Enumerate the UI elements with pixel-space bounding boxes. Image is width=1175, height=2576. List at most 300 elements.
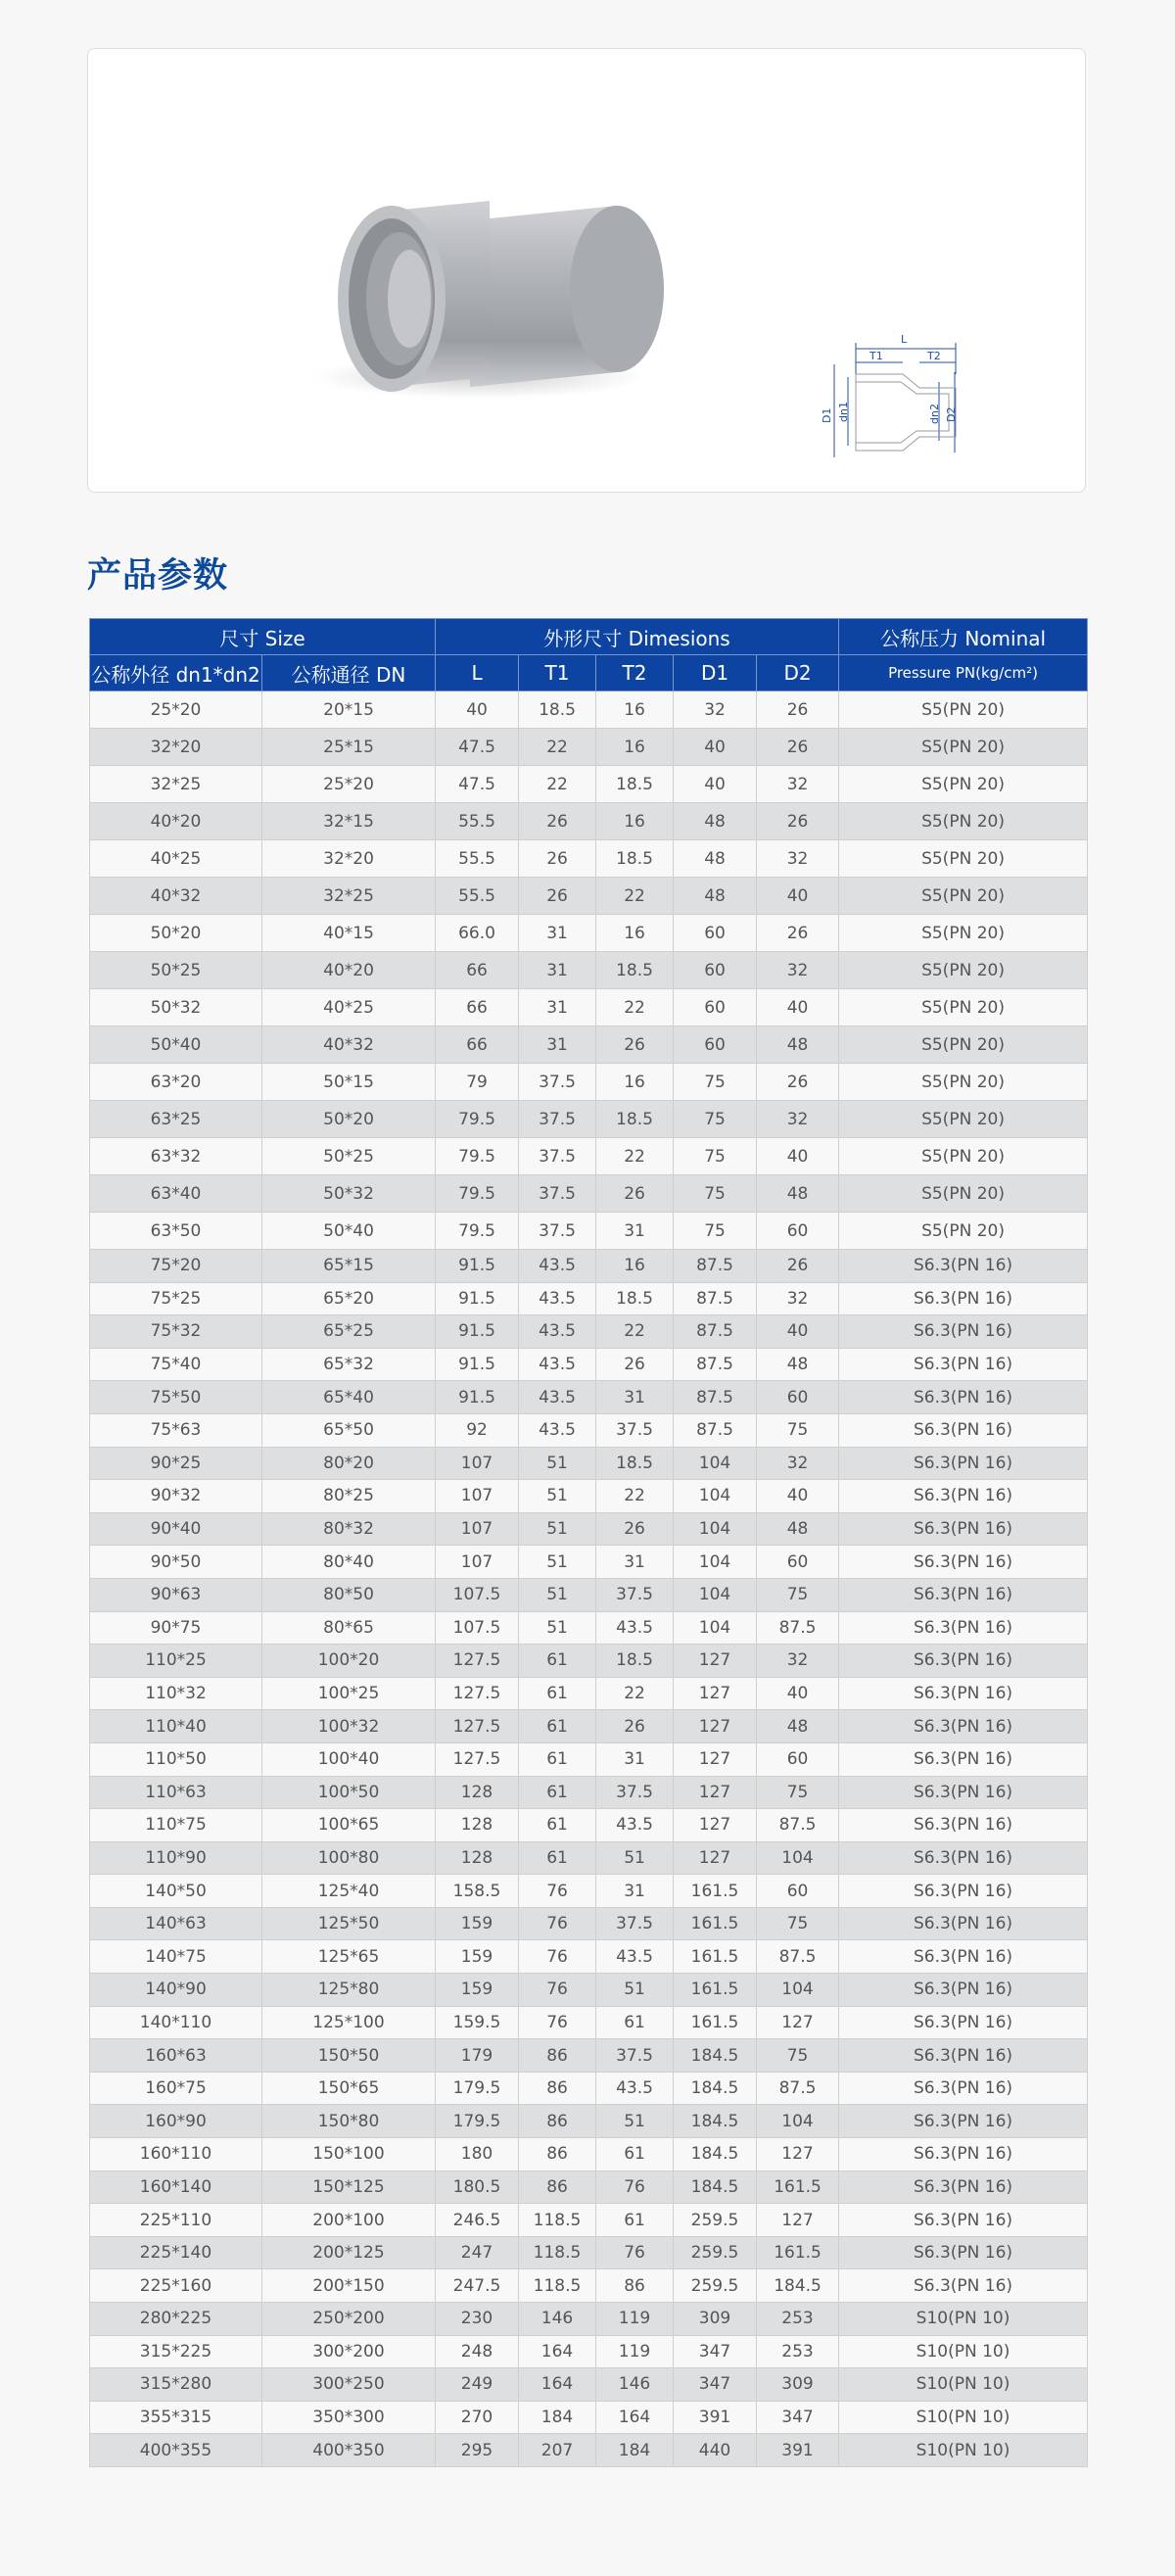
cell-t2: 16: [596, 1250, 674, 1283]
table-row: [90, 878, 1088, 915]
cell-dn: 150*80: [262, 2105, 436, 2138]
cell-dn1-dn2: 225*110: [90, 2204, 262, 2237]
cell-dn1-dn2: 40*32: [90, 878, 262, 915]
table-row: [90, 2434, 1088, 2467]
cell-pressure: S5(PN 20): [839, 952, 1088, 989]
cell-l: 158.5: [436, 1875, 519, 1908]
cell-d2: 26: [757, 1250, 839, 1283]
table-row: [90, 1101, 1088, 1138]
cell-dn: 400*350: [262, 2434, 436, 2467]
cell-dn1-dn2: 225*140: [90, 2236, 262, 2269]
cell-dn: 125*80: [262, 1974, 436, 2007]
cell-t1: 118.5: [519, 2204, 596, 2237]
cell-l: 91.5: [436, 1282, 519, 1315]
cell-dn1-dn2: 90*63: [90, 1578, 262, 1611]
cell-l: 246.5: [436, 2204, 519, 2237]
cell-pressure: S5(PN 20): [839, 1101, 1088, 1138]
cell-pressure: S5(PN 20): [839, 840, 1088, 878]
table-row: [90, 1282, 1088, 1315]
cell-pressure: S6.3(PN 16): [839, 1348, 1088, 1381]
cell-t1: 51: [519, 1512, 596, 1546]
cell-dn1-dn2: 90*32: [90, 1480, 262, 1513]
cell-dn1-dn2: 140*110: [90, 2006, 262, 2039]
cell-pressure: S6.3(PN 16): [839, 1413, 1088, 1447]
cell-l: 79: [436, 1064, 519, 1101]
cell-t1: 37.5: [519, 1175, 596, 1213]
cell-t2: 16: [596, 729, 674, 766]
cell-t1: 31: [519, 989, 596, 1026]
table-row: [90, 1348, 1088, 1381]
cell-dn: 200*100: [262, 2204, 436, 2237]
cell-t2: 22: [596, 1138, 674, 1175]
cell-dn1-dn2: 75*25: [90, 1282, 262, 1315]
cell-d1: 127: [674, 1776, 757, 1809]
cell-t1: 18.5: [519, 692, 596, 729]
cell-t1: 61: [519, 1677, 596, 1710]
spec-table: [89, 618, 1088, 2467]
cell-dn: 65*25: [262, 1315, 436, 1349]
cell-t2: 22: [596, 1677, 674, 1710]
cell-d1: 259.5: [674, 2236, 757, 2269]
table-row: [90, 2401, 1088, 2434]
header-l: L: [436, 655, 519, 692]
cell-d2: 26: [757, 1064, 839, 1101]
cell-dn: 80*50: [262, 1578, 436, 1611]
cell-d1: 40: [674, 766, 757, 803]
cell-l: 179.5: [436, 2072, 519, 2105]
table-row: [90, 1742, 1088, 1776]
cell-t1: 86: [519, 2138, 596, 2171]
cell-t1: 61: [519, 1710, 596, 1743]
cell-t2: 16: [596, 692, 674, 729]
cell-t1: 43.5: [519, 1282, 596, 1315]
cell-d2: 40: [757, 1138, 839, 1175]
cell-dn: 20*15: [262, 692, 436, 729]
cell-d1: 104: [674, 1447, 757, 1480]
cell-d2: 40: [757, 989, 839, 1026]
cell-dn: 100*20: [262, 1645, 436, 1678]
cell-l: 127.5: [436, 1645, 519, 1678]
cell-d2: 60: [757, 1546, 839, 1579]
cell-dn: 100*25: [262, 1677, 436, 1710]
cell-dn1-dn2: 75*50: [90, 1381, 262, 1414]
cell-pressure: S6.3(PN 16): [839, 2039, 1088, 2073]
header-d2: D2: [757, 655, 839, 692]
cell-l: 127.5: [436, 1677, 519, 1710]
cell-t2: 22: [596, 1315, 674, 1349]
cell-dn1-dn2: 40*25: [90, 840, 262, 878]
cell-t1: 51: [519, 1447, 596, 1480]
header-t2: T2: [596, 655, 674, 692]
cell-pressure: S6.3(PN 16): [839, 2236, 1088, 2269]
cell-l: 270: [436, 2401, 519, 2434]
cell-d1: 309: [674, 2303, 757, 2336]
cell-t2: 18.5: [596, 1645, 674, 1678]
cell-d1: 48: [674, 840, 757, 878]
cell-t1: 37.5: [519, 1064, 596, 1101]
cell-t1: 51: [519, 1578, 596, 1611]
cell-d2: 32: [757, 1645, 839, 1678]
cell-dn1-dn2: 90*25: [90, 1447, 262, 1480]
cell-t1: 22: [519, 766, 596, 803]
table-row: [90, 1381, 1088, 1414]
cell-d1: 87.5: [674, 1315, 757, 1349]
cell-dn: 300*250: [262, 2368, 436, 2402]
cell-l: 249: [436, 2368, 519, 2402]
cell-d1: 60: [674, 915, 757, 952]
cell-d1: 104: [674, 1578, 757, 1611]
cell-dn1-dn2: 50*25: [90, 952, 262, 989]
table-row: [90, 1578, 1088, 1611]
cell-pressure: S6.3(PN 16): [839, 2105, 1088, 2138]
cell-d2: 75: [757, 1776, 839, 1809]
cell-t1: 43.5: [519, 1413, 596, 1447]
cell-t1: 86: [519, 2039, 596, 2073]
cell-pressure: S6.3(PN 16): [839, 1578, 1088, 1611]
cell-pressure: S6.3(PN 16): [839, 1480, 1088, 1513]
cell-t1: 26: [519, 840, 596, 878]
header-d1: D1: [674, 655, 757, 692]
header-dn1-dn2: 公称外径 dn1*dn2: [90, 655, 262, 692]
cell-dn: 100*80: [262, 1841, 436, 1875]
cell-dn1-dn2: 110*25: [90, 1645, 262, 1678]
table-row: [90, 1213, 1088, 1250]
cell-t1: 43.5: [519, 1315, 596, 1349]
table-row: [90, 1841, 1088, 1875]
cell-t1: 22: [519, 729, 596, 766]
cell-dn: 40*32: [262, 1026, 436, 1064]
table-row: [90, 1138, 1088, 1175]
table-row: [90, 1710, 1088, 1743]
cell-dn1-dn2: 25*20: [90, 692, 262, 729]
table-row: [90, 1940, 1088, 1974]
cell-t2: 164: [596, 2401, 674, 2434]
cell-d1: 161.5: [674, 2006, 757, 2039]
product-image-card: [87, 48, 1086, 493]
cell-d1: 75: [674, 1175, 757, 1213]
cell-pressure: S6.3(PN 16): [839, 1742, 1088, 1776]
cell-pressure: S6.3(PN 16): [839, 2171, 1088, 2204]
cell-l: 159: [436, 1974, 519, 2007]
cell-t1: 164: [519, 2335, 596, 2368]
table-row: [90, 2236, 1088, 2269]
dim-label-t1: T1: [870, 350, 883, 362]
cell-l: 55.5: [436, 803, 519, 840]
cell-dn: 40*15: [262, 915, 436, 952]
table-row: [90, 803, 1088, 840]
table-body: [90, 692, 1088, 2467]
table-row: [90, 2269, 1088, 2303]
cell-dn: 65*40: [262, 1381, 436, 1414]
cell-dn: 32*15: [262, 803, 436, 840]
cell-l: 159: [436, 1907, 519, 1940]
dim-label-dn2: dn2: [928, 404, 941, 424]
cell-t2: 61: [596, 2204, 674, 2237]
cell-dn: 50*20: [262, 1101, 436, 1138]
cell-l: 91.5: [436, 1381, 519, 1414]
table-row: [90, 1974, 1088, 2007]
cell-t1: 31: [519, 915, 596, 952]
cell-dn: 150*65: [262, 2072, 436, 2105]
cell-dn: 80*25: [262, 1480, 436, 1513]
cell-d1: 104: [674, 1611, 757, 1645]
cell-t1: 118.5: [519, 2236, 596, 2269]
cell-d2: 48: [757, 1175, 839, 1213]
cell-dn1-dn2: 110*63: [90, 1776, 262, 1809]
cell-dn: 50*40: [262, 1213, 436, 1250]
cell-d1: 127: [674, 1742, 757, 1776]
cell-d2: 127: [757, 2138, 839, 2171]
cell-dn1-dn2: 225*160: [90, 2269, 262, 2303]
table-row: [90, 952, 1088, 989]
cell-l: 107: [436, 1546, 519, 1579]
table-row: [90, 915, 1088, 952]
cell-t1: 86: [519, 2072, 596, 2105]
table-row: [90, 2368, 1088, 2402]
cell-t2: 22: [596, 989, 674, 1026]
cell-d2: 32: [757, 766, 839, 803]
cell-d2: 184.5: [757, 2269, 839, 2303]
cell-t2: 26: [596, 1710, 674, 1743]
cell-dn: 25*15: [262, 729, 436, 766]
cell-d2: 40: [757, 1480, 839, 1513]
cell-d1: 391: [674, 2401, 757, 2434]
dim-label-t2: T2: [927, 350, 941, 362]
cell-dn: 25*20: [262, 766, 436, 803]
spec-table-container: [89, 618, 1087, 2467]
cell-t1: 43.5: [519, 1348, 596, 1381]
cell-l: 179.5: [436, 2105, 519, 2138]
cell-pressure: S5(PN 20): [839, 803, 1088, 840]
cell-d2: 104: [757, 2105, 839, 2138]
cell-d2: 40: [757, 1315, 839, 1349]
cell-t1: 37.5: [519, 1213, 596, 1250]
cell-l: 79.5: [436, 1175, 519, 1213]
cell-dn1-dn2: 32*25: [90, 766, 262, 803]
cell-d1: 127: [674, 1841, 757, 1875]
table-row: [90, 729, 1088, 766]
cell-t2: 37.5: [596, 1413, 674, 1447]
cell-d2: 32: [757, 1282, 839, 1315]
cell-dn1-dn2: 40*20: [90, 803, 262, 840]
cell-t1: 76: [519, 1875, 596, 1908]
table-row: [90, 2204, 1088, 2237]
cell-dn1-dn2: 160*63: [90, 2039, 262, 2073]
cell-t2: 37.5: [596, 1776, 674, 1809]
cell-d2: 127: [757, 2006, 839, 2039]
cell-d1: 104: [674, 1546, 757, 1579]
cell-d2: 75: [757, 1907, 839, 1940]
cell-t2: 51: [596, 1841, 674, 1875]
cell-d1: 347: [674, 2335, 757, 2368]
cell-l: 91.5: [436, 1348, 519, 1381]
cell-l: 55.5: [436, 878, 519, 915]
cell-t2: 146: [596, 2368, 674, 2402]
cell-l: 127.5: [436, 1742, 519, 1776]
header-dn: 公称通径 DN: [262, 655, 436, 692]
cell-pressure: S5(PN 20): [839, 878, 1088, 915]
cell-d2: 48: [757, 1710, 839, 1743]
cell-l: 66.0: [436, 915, 519, 952]
cell-l: 248: [436, 2335, 519, 2368]
cell-pressure: S6.3(PN 16): [839, 1546, 1088, 1579]
cell-pressure: S5(PN 20): [839, 692, 1088, 729]
cell-d1: 127: [674, 1710, 757, 1743]
cell-l: 47.5: [436, 729, 519, 766]
cell-dn1-dn2: 160*110: [90, 2138, 262, 2171]
cell-d1: 347: [674, 2368, 757, 2402]
dim-label-l: L: [901, 333, 908, 346]
cell-l: 128: [436, 1776, 519, 1809]
cell-t1: 61: [519, 1841, 596, 1875]
cell-t2: 51: [596, 1974, 674, 2007]
cell-dn1-dn2: 315*225: [90, 2335, 262, 2368]
cell-l: 92: [436, 1413, 519, 1447]
cell-pressure: S6.3(PN 16): [839, 1611, 1088, 1645]
cell-l: 247: [436, 2236, 519, 2269]
cell-t1: 61: [519, 1645, 596, 1678]
table-row: [90, 1413, 1088, 1447]
cell-pressure: S6.3(PN 16): [839, 1875, 1088, 1908]
cell-dn1-dn2: 90*75: [90, 1611, 262, 1645]
cell-l: 159: [436, 1940, 519, 1974]
cell-d2: 26: [757, 803, 839, 840]
cell-l: 79.5: [436, 1138, 519, 1175]
pipe-reducer-image: [294, 127, 705, 451]
cell-dn: 40*20: [262, 952, 436, 989]
cell-t1: 76: [519, 1907, 596, 1940]
cell-d2: 60: [757, 1213, 839, 1250]
dim-label-d1: D1: [821, 407, 833, 423]
cell-d1: 127: [674, 1645, 757, 1678]
cell-pressure: S6.3(PN 16): [839, 1809, 1088, 1842]
cell-d2: 26: [757, 729, 839, 766]
cell-dn: 100*32: [262, 1710, 436, 1743]
cell-t2: 26: [596, 1026, 674, 1064]
cell-pressure: S10(PN 10): [839, 2303, 1088, 2336]
cell-d1: 87.5: [674, 1381, 757, 1414]
cell-d2: 347: [757, 2401, 839, 2434]
cell-t1: 31: [519, 952, 596, 989]
cell-t2: 37.5: [596, 1907, 674, 1940]
table-row: [90, 692, 1088, 729]
cell-t1: 86: [519, 2105, 596, 2138]
cell-t2: 18.5: [596, 1447, 674, 1480]
cell-pressure: S6.3(PN 16): [839, 2204, 1088, 2237]
cell-dn1-dn2: 280*225: [90, 2303, 262, 2336]
cell-pressure: S5(PN 20): [839, 766, 1088, 803]
table-row: [90, 2105, 1088, 2138]
cell-pressure: S10(PN 10): [839, 2335, 1088, 2368]
cell-d1: 440: [674, 2434, 757, 2467]
cell-t2: 31: [596, 1546, 674, 1579]
table-row: [90, 1026, 1088, 1064]
cell-d2: 127: [757, 2204, 839, 2237]
cell-d2: 253: [757, 2335, 839, 2368]
cell-dn: 100*50: [262, 1776, 436, 1809]
cell-d2: 48: [757, 1512, 839, 1546]
table-header-sub: [90, 655, 1088, 692]
cell-d1: 127: [674, 1809, 757, 1842]
cell-t1: 164: [519, 2368, 596, 2402]
cell-t2: 43.5: [596, 1809, 674, 1842]
cell-t2: 37.5: [596, 1578, 674, 1611]
cell-dn1-dn2: 110*32: [90, 1677, 262, 1710]
header-t1: T1: [519, 655, 596, 692]
cell-d2: 48: [757, 1026, 839, 1064]
cell-d1: 87.5: [674, 1282, 757, 1315]
cell-t2: 18.5: [596, 1282, 674, 1315]
cell-t2: 31: [596, 1742, 674, 1776]
cell-d1: 87.5: [674, 1348, 757, 1381]
cell-dn1-dn2: 315*280: [90, 2368, 262, 2402]
cell-d1: 87.5: [674, 1413, 757, 1447]
cell-t2: 61: [596, 2006, 674, 2039]
cell-d1: 161.5: [674, 1875, 757, 1908]
cell-dn: 125*40: [262, 1875, 436, 1908]
cell-d2: 104: [757, 1841, 839, 1875]
cell-d2: 32: [757, 840, 839, 878]
cell-dn: 100*40: [262, 1742, 436, 1776]
cell-dn1-dn2: 63*32: [90, 1138, 262, 1175]
cell-dn: 65*20: [262, 1282, 436, 1315]
cell-dn1-dn2: 50*32: [90, 989, 262, 1026]
cell-d1: 184.5: [674, 2105, 757, 2138]
cell-dn: 300*200: [262, 2335, 436, 2368]
cell-dn: 100*65: [262, 1809, 436, 1842]
cell-d2: 87.5: [757, 1611, 839, 1645]
cell-t1: 51: [519, 1611, 596, 1645]
table-row: [90, 1546, 1088, 1579]
cell-dn: 50*32: [262, 1175, 436, 1213]
cell-t2: 31: [596, 1213, 674, 1250]
cell-l: 66: [436, 989, 519, 1026]
cell-pressure: S6.3(PN 16): [839, 1841, 1088, 1875]
cell-pressure: S5(PN 20): [839, 1175, 1088, 1213]
cell-pressure: S10(PN 10): [839, 2434, 1088, 2467]
cell-l: 79.5: [436, 1101, 519, 1138]
cell-d1: 259.5: [674, 2204, 757, 2237]
cell-dn1-dn2: 160*90: [90, 2105, 262, 2138]
cell-t2: 18.5: [596, 766, 674, 803]
cell-pressure: S10(PN 10): [839, 2368, 1088, 2402]
cell-t1: 51: [519, 1546, 596, 1579]
cell-t1: 37.5: [519, 1101, 596, 1138]
cell-d2: 48: [757, 1348, 839, 1381]
cell-t2: 119: [596, 2303, 674, 2336]
cell-pressure: S6.3(PN 16): [839, 1447, 1088, 1480]
dim-label-dn1: dn1: [837, 402, 850, 422]
cell-t2: 18.5: [596, 840, 674, 878]
cell-d1: 104: [674, 1480, 757, 1513]
cell-pressure: S5(PN 20): [839, 1026, 1088, 1064]
cell-dn1-dn2: 110*50: [90, 1742, 262, 1776]
cell-t1: 61: [519, 1742, 596, 1776]
cell-l: 66: [436, 1026, 519, 1064]
table-row: [90, 1611, 1088, 1645]
cell-pressure: S5(PN 20): [839, 1064, 1088, 1101]
cell-dn: 50*15: [262, 1064, 436, 1101]
cell-dn: 80*20: [262, 1447, 436, 1480]
cell-l: 127.5: [436, 1710, 519, 1743]
table-row: [90, 1315, 1088, 1349]
cell-pressure: S6.3(PN 16): [839, 2269, 1088, 2303]
table-row: [90, 1480, 1088, 1513]
cell-pressure: S6.3(PN 16): [839, 1907, 1088, 1940]
cell-dn: 150*100: [262, 2138, 436, 2171]
cell-d1: 161.5: [674, 1940, 757, 1974]
cell-t1: 76: [519, 1940, 596, 1974]
